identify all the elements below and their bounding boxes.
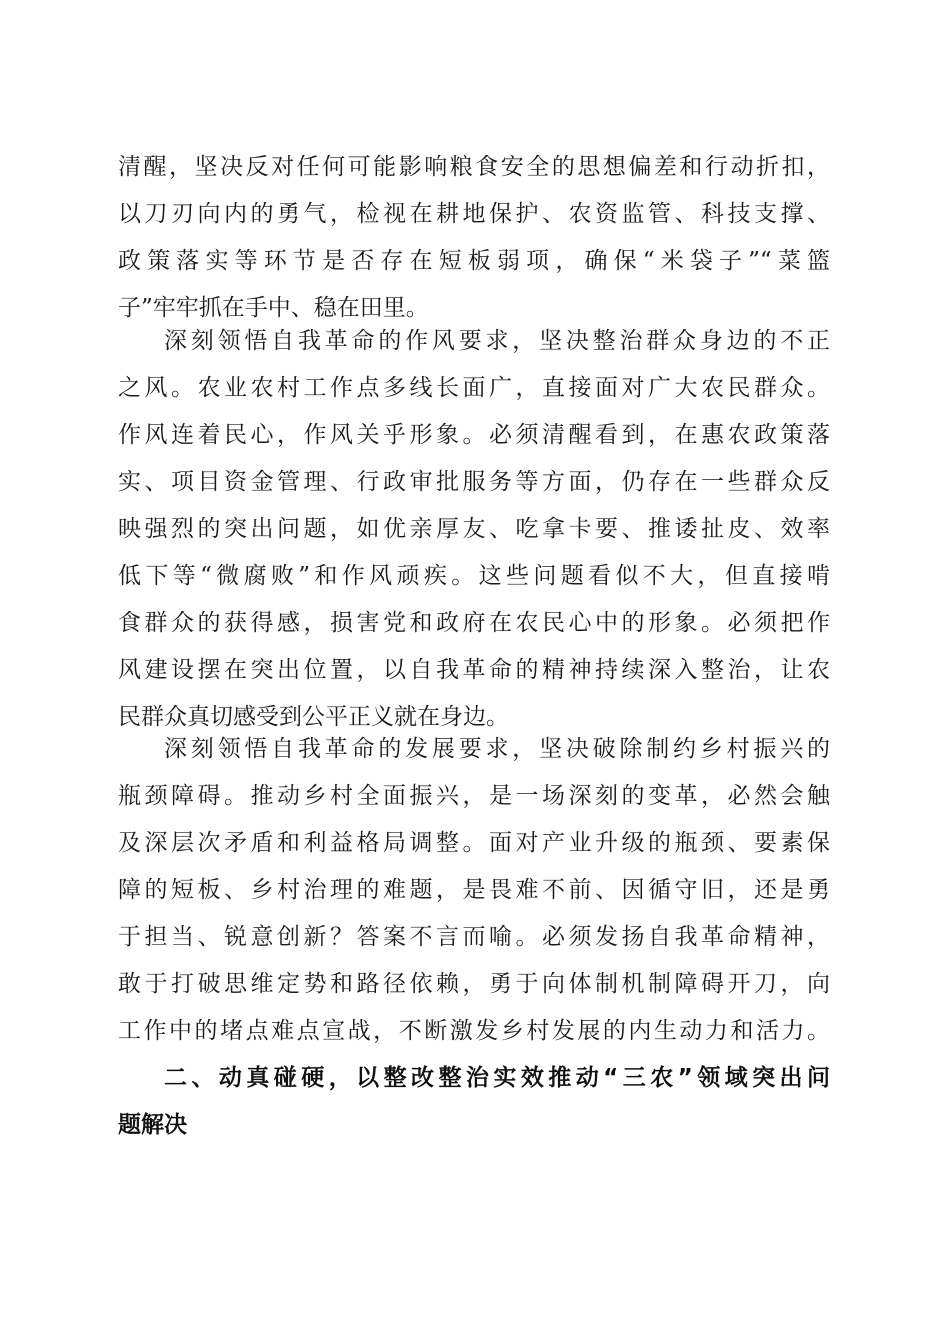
paragraph-line: 映强烈的突出问题，如优亲厚友、吃拿卡要、推诿扯皮、效率 [118,516,830,542]
paragraph-line: 敢于打破思维定势和路径依赖，勇于向体制机制障碍开刀，向 [118,971,830,997]
section-heading-line: 题解决 [118,1112,187,1138]
paragraph-line: 之风。农业农村工作点多线长面广，直接面对广大农民群众。 [118,375,830,401]
paragraph-line: 政策落实等环节是否存在短板弱项，确保“米袋子”“菜篮 [118,248,830,274]
paragraph-line: 民群众真切感受到公平正义就在身边。 [118,704,509,730]
paragraph-first-line: 深刻领悟自我革命的作风要求，坚决整治群众身边的不正 [164,328,830,354]
paragraph-line: 作风连着民心，作风关乎形象。必须清醒看到，在惠农政策落 [118,422,830,448]
paragraph-line: 障的短板、乡村治理的难题，是畏难不前、因循守旧，还是勇 [118,877,830,903]
paragraph-line: 风建设摆在突出位置，以自我革命的精神持续深入整治，让农 [118,657,830,683]
paragraph-line: 食群众的获得感，损害党和政府在农民心中的形象。必须把作 [118,610,830,636]
paragraph-line: 瓶颈障碍。推动乡村全面振兴，是一场深刻的变革，必然会触 [118,783,830,809]
document-body [118,0,830,1344]
paragraph-line: 子”牢牢抓在手中、稳在田里。 [118,295,429,321]
paragraph-line: 于担当、锐意创新？答案不言而喻。必须发扬自我革命精神， [118,924,830,950]
paragraph-line: 及深层次矛盾和利益格局调整。面对产业升级的瓶颈、要素保 [118,830,830,856]
paragraph-line: 低下等“微腐败”和作风顽疾。这些问题看似不大，但直接啃 [118,563,830,589]
paragraph-first-line: 深刻领悟自我革命的发展要求，坚决破除制约乡村振兴的 [164,736,830,762]
paragraph-line: 工作中的堵点难点宣战，不断激发乡村发展的内生动力和活力。 [118,1018,830,1044]
paragraph-line: 以刀刃向内的勇气，检视在耕地保护、农资监管、科技支撑、 [118,201,830,227]
paragraph-line: 实、项目资金管理、行政审批服务等方面，仍存在一些群众反 [118,469,830,495]
section-heading-line: 二、动真碰硬，以整改整治实效推动“三农”领域突出问 [164,1065,830,1091]
paragraph-line: 清醒，坚决反对任何可能影响粮食安全的思想偏差和行动折扣， [118,154,830,180]
